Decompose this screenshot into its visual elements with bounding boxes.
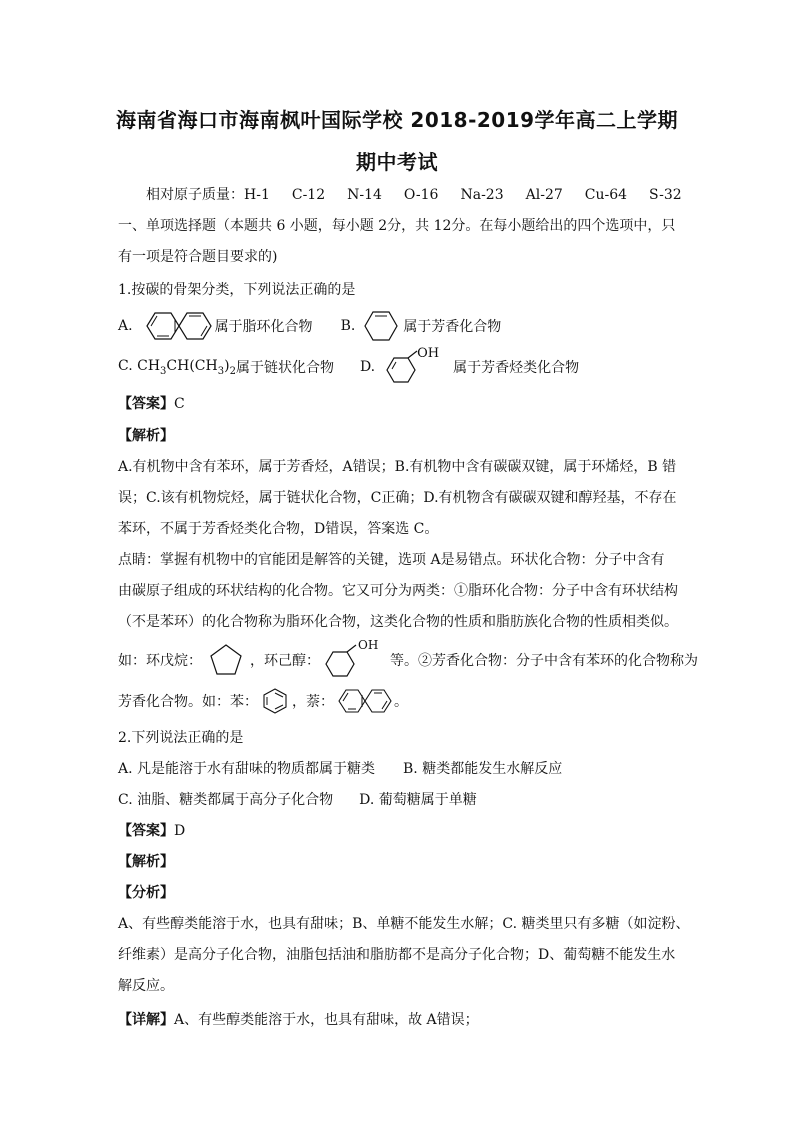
- q1-options-ab: [118, 308, 501, 344]
- q1-note-line: 点睛：掌握有机物中的官能团是解答的关键，选项 A是易错点。环状化合物：分子中含有: [118, 552, 665, 568]
- q2-detail: 【详解】A、有些醇类能溶于水，也具有甜味，故 A错误；: [118, 1012, 479, 1028]
- q1-analysis-heading: 【解析】: [118, 428, 174, 444]
- atom-mass: S-32: [649, 187, 682, 203]
- q1-note-example-2: 芳香化合物。如：苯： ，萘： 。: [118, 684, 408, 718]
- q2-option-a: A. 凡是能溶于水有甜味的物质都属于糖类: [118, 761, 376, 777]
- q1-b-label: B.: [340, 318, 356, 334]
- q1-a-label: A.: [118, 318, 133, 334]
- title-line-2: 期中考试: [356, 150, 438, 174]
- q1-d-text: 属于芳香烃类化合物: [453, 360, 580, 376]
- q2-options-ab: [118, 759, 562, 779]
- q1-c-text: 属于链状化合物: [235, 360, 334, 376]
- q1-d-oh: OH: [417, 346, 440, 361]
- naphthalene-structure-icon: [336, 686, 394, 716]
- q1-note-example-1: 如：环戊烷： ，环己醇： OH 等。②芳香化合物：分子中含有苯环的化合物称为: [118, 640, 698, 680]
- atom-mass: N-14: [347, 187, 382, 203]
- q2-option-c: C. 油脂、糖类都属于高分子化合物: [118, 792, 334, 808]
- benzene-structure-icon: [262, 687, 288, 715]
- cyclohexene-structure-icon: [361, 308, 401, 344]
- q1-note-line: （不是苯环）的化合物称为脂环化合物，这类化合物的性质和脂肪族化合物的性质相类似。: [118, 614, 678, 630]
- section-heading-line-1: 一、单项选择题（本题共 6 小题，每小题 2分，共 12分。在每小题给出的四个选项中，只: [118, 218, 676, 234]
- naphthalene-structure-icon: [141, 308, 213, 344]
- atom-mass: Al-27: [525, 187, 563, 203]
- q1-analysis-line: 苯环，不属于芳香烃类化合物，D错误，答案选 C。: [118, 521, 439, 537]
- q1-note-line: 由碳原子组成的环状结构的化合物。它又可分为两类：①脂环化合物：分子中含有环状结构: [118, 583, 678, 599]
- q2-option-b: B. 糖类都能发生水解反应: [403, 761, 563, 777]
- q1-analysis-line: A.有机物中含有苯环，属于芳香烃，A错误；B.有机物中含有碳碳双键，属于环烯烃，B 错: [118, 459, 677, 475]
- atom-mass: Na-23: [460, 187, 504, 203]
- q1-stem: 1.按碳的骨架分类，下列说法正确的是: [118, 282, 356, 298]
- atoms-label: 相对原子质量：: [146, 187, 244, 203]
- q2-analysis-line: 纤维素）是高分子化合物，油脂包括油和脂肪都不是高分子化合物；D、葡萄糖不能发生水: [118, 947, 676, 963]
- q1-answer: 【答案】C: [118, 396, 185, 412]
- q1-note-oh: OH: [358, 638, 379, 652]
- q2-analyze-heading: 【分析】: [118, 885, 174, 901]
- q2-stem: 2.下列说法正确的是: [118, 730, 244, 746]
- cyclohexenol-structure: [383, 348, 453, 386]
- cyclohexanol-structure: [322, 640, 390, 680]
- section-heading-line-2: 有一项是符合题目要求的): [118, 249, 278, 265]
- q1-d-label: D.: [359, 359, 376, 375]
- q2-analysis-line: 解反应。: [118, 978, 174, 994]
- atom-mass: H-1: [244, 187, 270, 203]
- q1-analysis-line: 误；C.该有机物烷烃，属于链状化合物，C正确；D.有机物含有碳碳双键和醇羟基，不存在: [118, 490, 677, 506]
- q1-b-text: 属于芳香化合物: [403, 319, 502, 335]
- q1-options-cd: [118, 348, 579, 386]
- q2-analysis-heading: 【解析】: [118, 854, 174, 870]
- q1-a-text: 属于脂环化合物: [214, 319, 313, 335]
- cyclopentane-structure-icon: [206, 641, 246, 679]
- q2-options-cd: [118, 790, 477, 810]
- atom-mass: O-16: [403, 187, 439, 203]
- atom-mass: Cu-64: [584, 187, 628, 203]
- q2-answer: 【答案】D: [118, 823, 186, 839]
- q1-c-formula: C. $CH_3CH(CH_3)_2$: [118, 357, 236, 377]
- q2-analysis-line: A、有些醇类能溶于水，也具有甜味；B、单糖不能发生水解；C. 糖类里只有多糖（如淀粉、: [118, 916, 690, 932]
- atom-mass: C-12: [291, 187, 326, 203]
- title-line-1: 海南省海口市海南枫叶国际学校 2018-2019学年高二上学期: [115, 108, 679, 132]
- q2-option-d: D. 葡萄糖属于单糖: [359, 792, 477, 808]
- atomic-masses: [146, 185, 704, 205]
